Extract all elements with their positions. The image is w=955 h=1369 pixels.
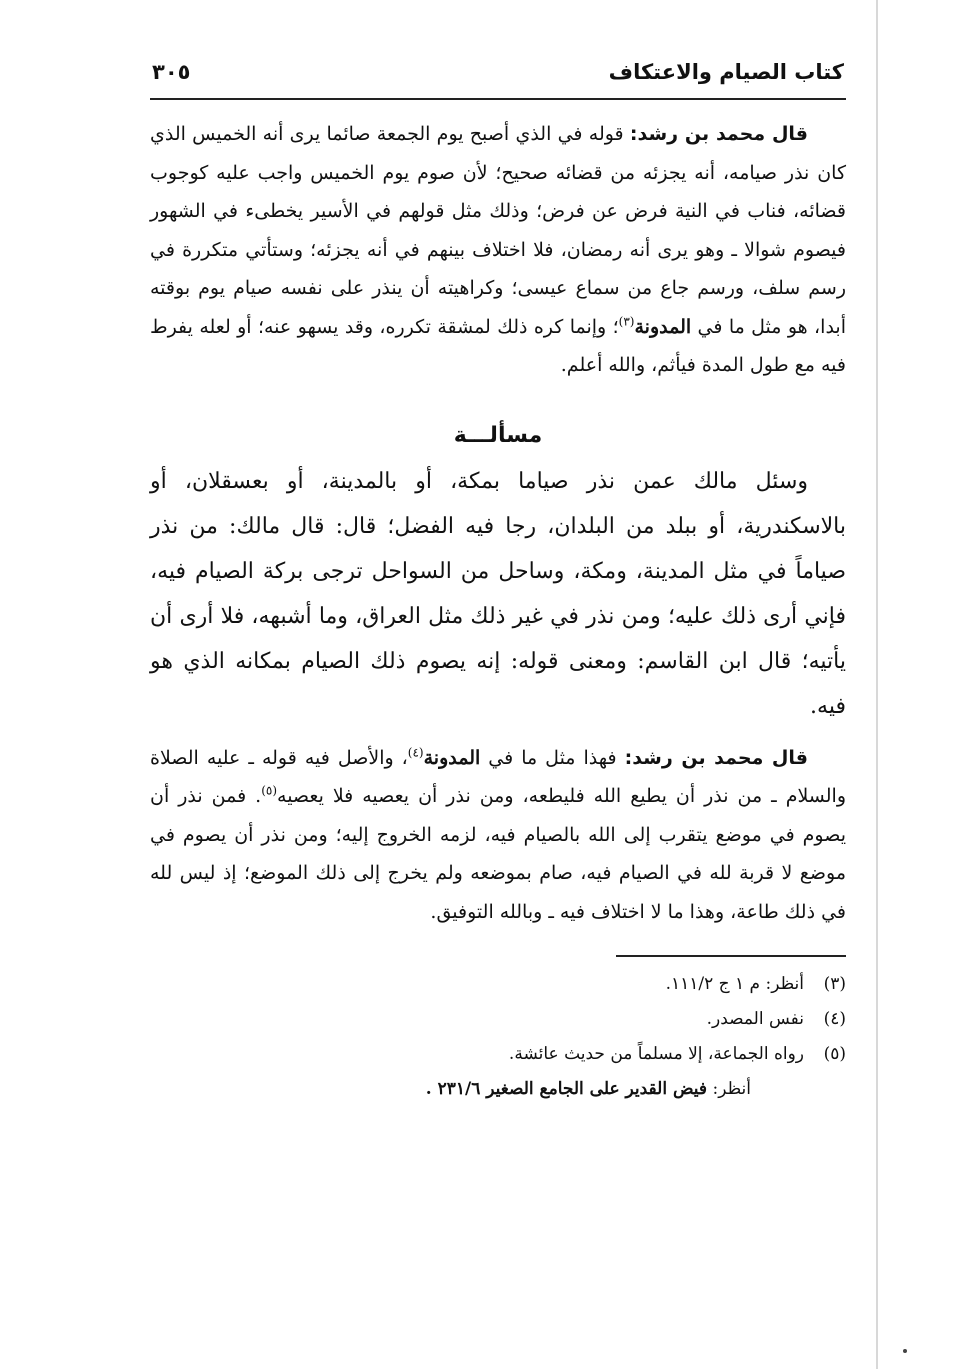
- footnote-mark: (٥): [823, 1044, 846, 1064]
- footnotes: [150, 967, 846, 1107]
- commentary-paragraph-2: [150, 739, 846, 932]
- running-header: [150, 60, 846, 100]
- section-heading: مسألـــة: [453, 422, 543, 448]
- reference-book: المدونة: [423, 746, 481, 769]
- footnote-source: [150, 1072, 846, 1107]
- footnote: [150, 1037, 846, 1072]
- page-number: ٣٠٥: [152, 60, 191, 84]
- paragraph-text: فهذا مثل ما في: [480, 746, 625, 769]
- footnote-ref: (٤): [407, 745, 424, 760]
- paragraph-text: . فمن نذر أن يصوم في موضع يتقرب إلى الله بالصيام فيه، لزمه الخروج إليه؛ ومن نذر أن يصوم في موضع لا قربة لله في الصيام فيه، صام بموضعه ولم يخرج إلى ذلك الموضع؛ إذ ليس لله في ذلك طاعة، وهذا ما لا اختلاف فيه ـ وبالله التوفيق.: [150, 785, 846, 923]
- page-edge: [876, 0, 878, 1369]
- reference-book: المدونة: [634, 315, 692, 338]
- paragraph-text: قوله في الذي أصبح يوم الجمعة صائما يرى أنه الخميس الذي كان نذر صيامه، أنه يجزئه من قضائه صحيح؛ لأن صوم يوم الخميس واجب عليه كوجوب قضائه، فناب في النية فرض عن فرض؛ وذلك مثل قولهم في الأسير يخطىء في الشهور فيصوم شوالا ـ وهو يرى أنه رمضان، فلا اختلاف بينهم في أنه يجزئه؛ وستأتي متكررة في رسم سلف، ورسم جاع من سماع عيسى؛ وكراهيته أن ينذر على نفسه صيام يوم بوقته أبدا، هو مثل ما في: [150, 123, 846, 338]
- footnote-ref: (٥): [261, 783, 278, 798]
- commentary-paragraph-1: [150, 115, 846, 385]
- book-title: كتاب الصيام والاعتكاف: [608, 60, 844, 84]
- footnote-mark: (٣): [823, 974, 846, 994]
- footnote-mark: (٤): [823, 1009, 846, 1029]
- footnote-source-prefix: أنظر:: [707, 1079, 751, 1099]
- footnote-text: نفس المصدر.: [706, 1009, 804, 1029]
- book-page: [150, 60, 846, 1107]
- commentary-lead: قال محمد بن رشد:: [624, 746, 808, 769]
- paragraph-text: ؛ وإنما كره ذلك لمشقة تكرره، وقد يسهو عنه؛ أو لعله يفرط فيه مع طول المدة فيأثم، والله أعلم.: [150, 315, 846, 376]
- footnote-separator: [616, 955, 846, 957]
- paragraph-text: ، والأصل فيه قوله ـ عليه الصلاة والسلام ـ من نذر أن يطيع الله فليطعه، ومن نذر أن يعصيه فلا يعصيه: [150, 746, 846, 807]
- footnote-ref: (٣): [618, 314, 635, 329]
- edge-dot: [903, 1349, 907, 1353]
- footnote-text: أنظر: م ١ ج ١١١/٢.: [665, 974, 804, 994]
- footnote: [150, 967, 846, 1002]
- footnote-text: رواه الجماعة، إلا مسلماً من حديث عائشة.: [508, 1044, 804, 1064]
- commentary-lead: قال محمد بن رشد:: [629, 123, 809, 145]
- question-paragraph: وسئل مالك عمن نذر صياما بمكة، أو بالمدينة، أو بعسقلان، أو بالاسكندرية، أو ببلد من البلدان، رجا فيه الفضل؛ قال: قال مالك: من نذر صياماً في مثل المدينة، ومكة، وساحل من السواحل ترجى بركة الصيام فيه، فإني أرى ذلك عليه؛ ومن نذر في غير ذلك مثل العراق، وما أشبهه، فلا أرى أن يأتيه؛ قال ابن القاسم: ومعنى قوله: إنه يصوم ذلك الصيام بمكانه الذي هو فيه.: [150, 468, 846, 719]
- footnote-source-text: فيض القدير على الجامع الصغير ٢٣١/٦ .: [425, 1079, 708, 1099]
- footnote: [150, 1002, 846, 1037]
